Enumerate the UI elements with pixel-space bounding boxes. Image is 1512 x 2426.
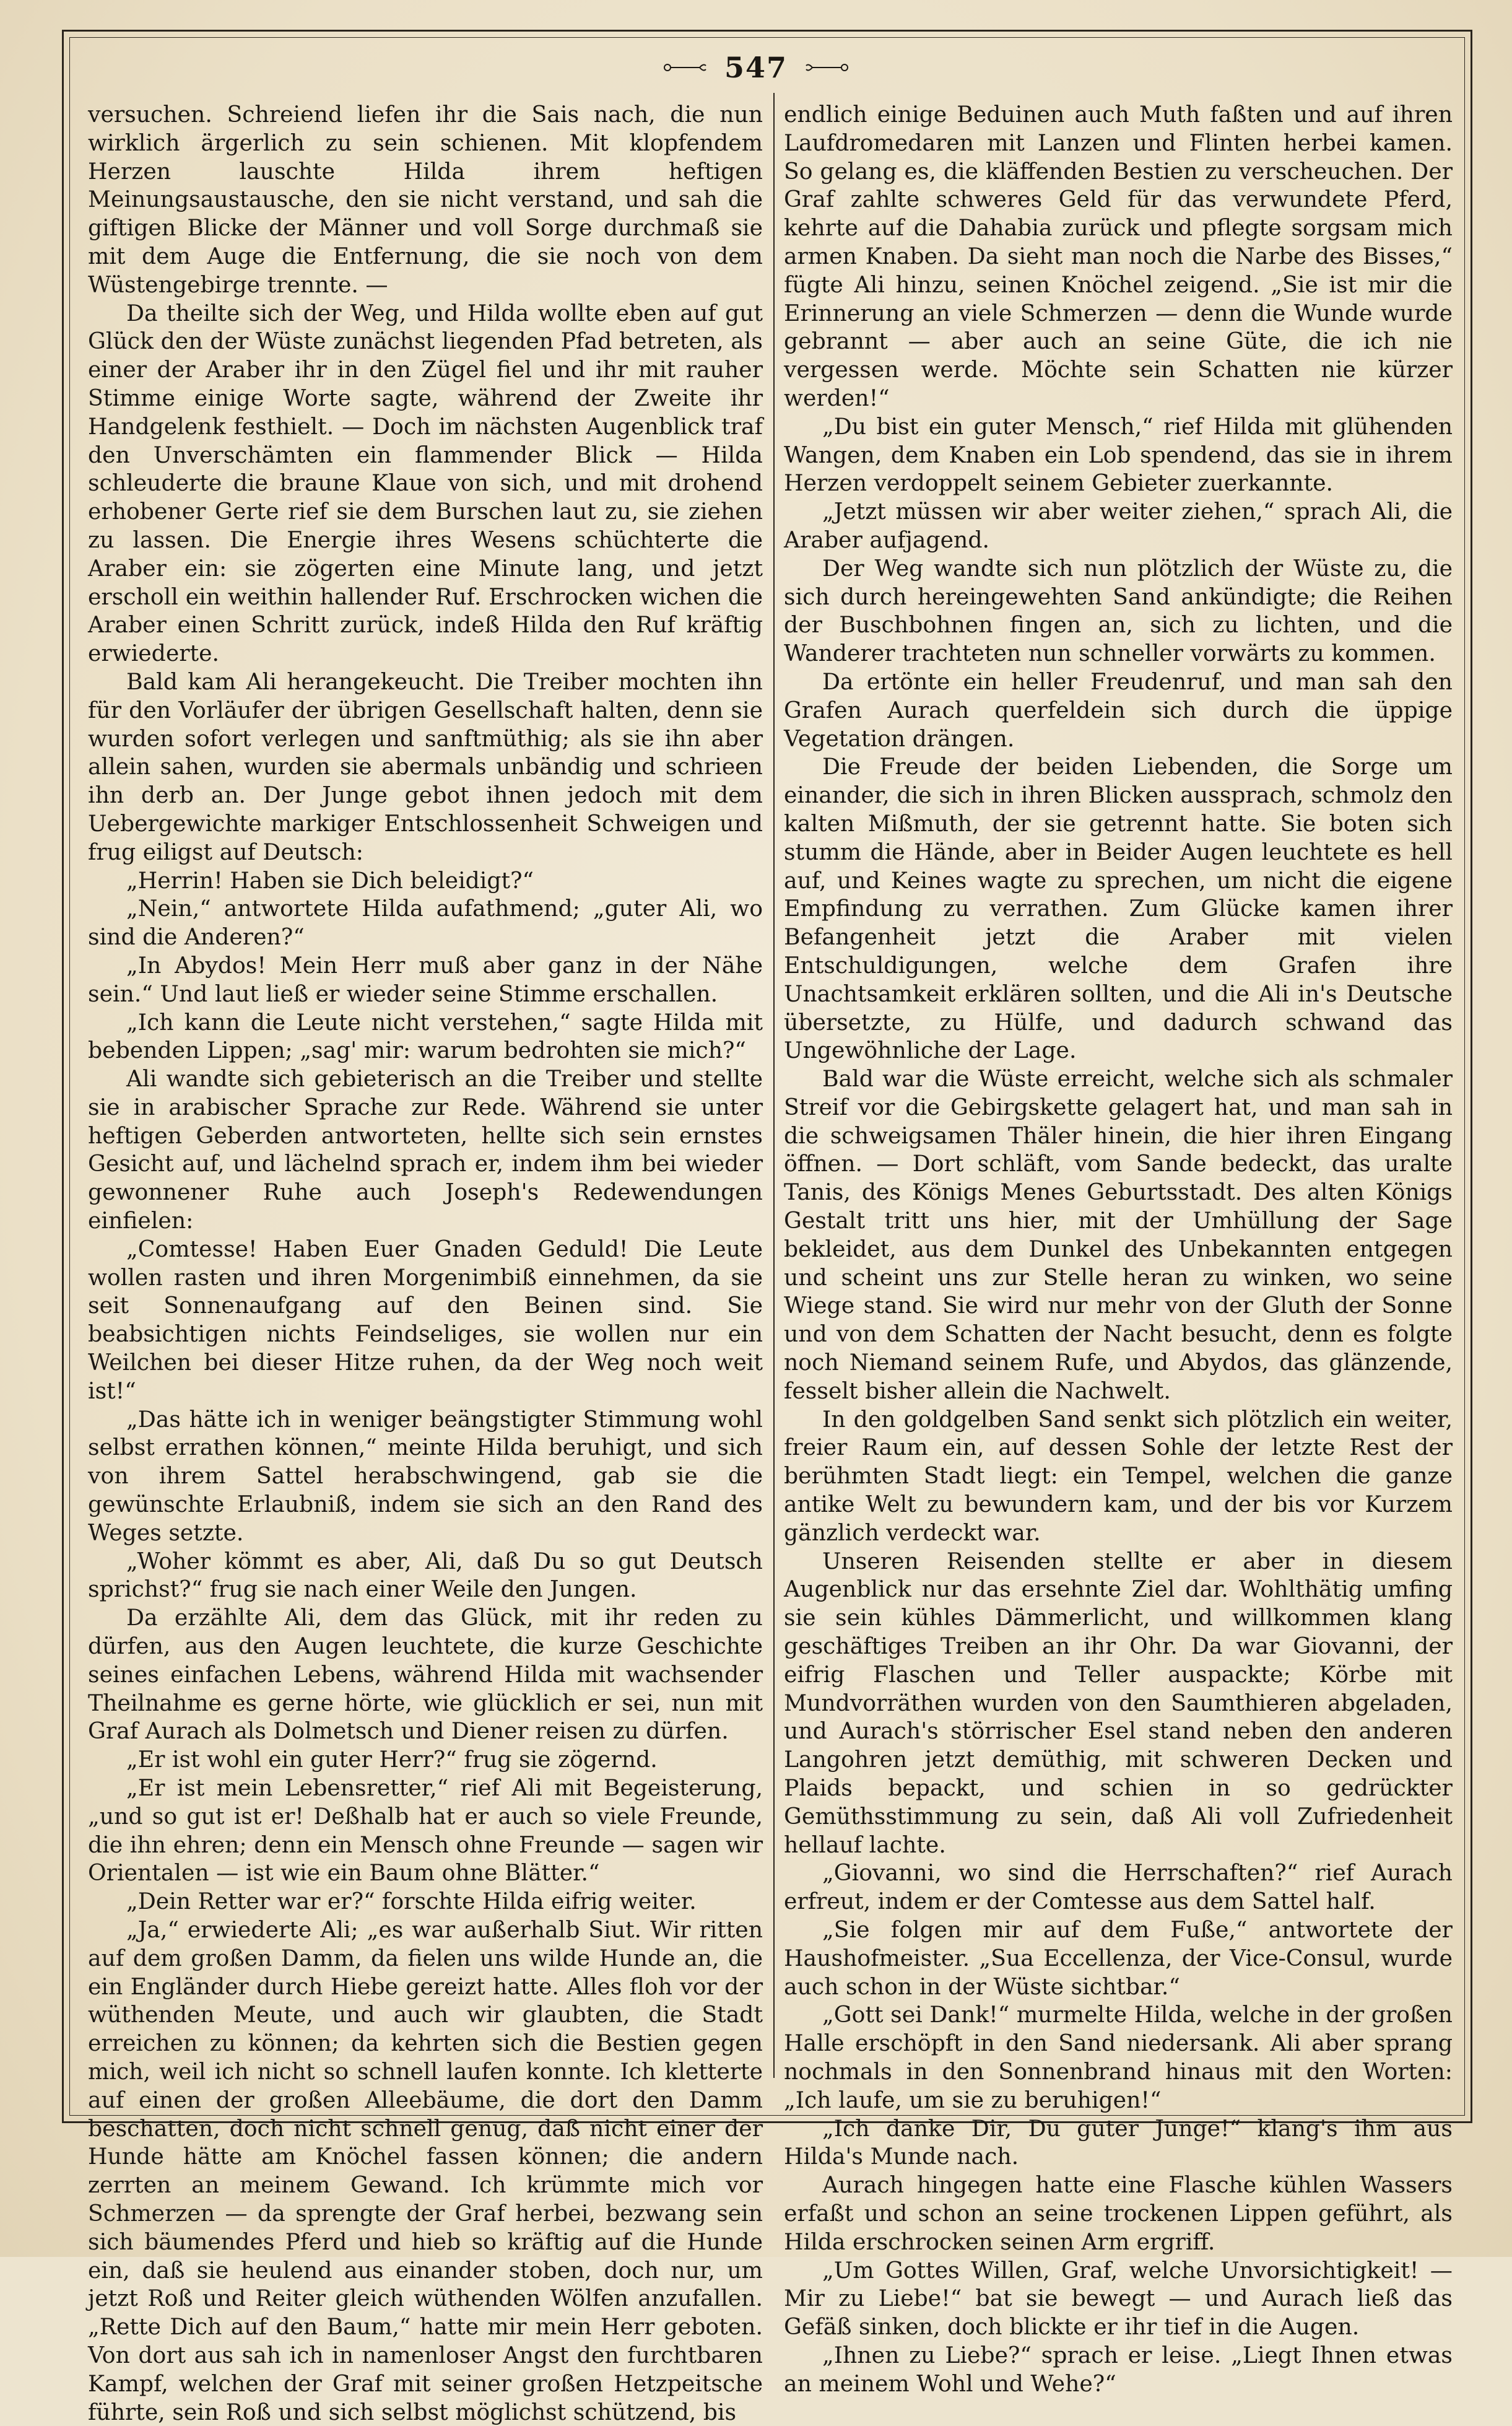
paragraph: Bald war die Wüste erreicht, welche sich als schmaler Streif vor die Gebirgskette gelagert hat, und man sah in die schweigsamen Thäler hinein, die hier ihren Eingang öffnen. — Dort schläft, vom Sande bedeckt, das uralte Tanis, des Königs Menes Geburtsstadt. Des alten Königs Gestalt tritt uns hier, mit der Umhüllung der Sage bekleidet, aus dem Dunkel des Unbekannten entgegen und scheint uns zur Stelle heran zu winken, wo seine Wiege stand. Sie wird nur mehr von der Gluth der Sonne und von dem Schatten der Nacht besucht, denn es folgte noch Niemand seinem Rufe, und Abydos, das glänzende, fesselt bisher allein die Nachwelt. xyxy=(784,1065,1453,1404)
paragraph: versuchen. Schreiend liefen ihr die Sais nach, die nun wirklich ärgerlich zu sein schienen. Mit klopfendem Herzen lauschte Hilda ihrem heftigen Meinungsaustausche, den sie nicht verstand, und sah die giftigen Blicke der Männer und voll Sorge durchmaß sie mit dem Auge die Entfernung, die sie noch von dem Wüstengebirge trennte. — xyxy=(88,101,763,298)
paragraph: Ali wandte sich gebieterisch an die Treiber und stellte sie in arabischer Sprache zur Rede. Während sie unter heftigen Geberden antworteten, hellte sich sein ernstes Gesicht auf, und lächelnd sprach er, indem ihm bei wieder gewonnener Ruhe auch Joseph's Redewendungen einfielen: xyxy=(88,1065,763,1234)
paragraph: Aurach hingegen hatte eine Flasche kühlen Wassers erfaßt und schon an seine trockenen Lippen geführt, als Hilda erschrocken seinen Arm ergriff. xyxy=(784,2171,1453,2255)
paragraph: „Du bist ein guter Mensch,“ rief Hilda mit glühenden Wangen, dem Knaben ein Lob spendend, das sie in ihrem Herzen verdoppelt seinem Gebieter zuerkannte. xyxy=(784,412,1453,497)
paragraph: „Ich danke Dir, Du guter Junge!“ klang's ihm aus Hilda's Munde nach. xyxy=(784,2114,1453,2170)
paragraph: Da theilte sich der Weg, und Hilda wollte eben auf gut Glück den der Wüste zunächst liegenden Pfad betreten, als einer der Araber ihr in den Zügel fiel und ihr mit rauher Stimme einige Worte sagte, während der Zweite ihr Handgelenk festhielt. — Doch im nächsten Augenblick traf den Unverschämten ein flammender Blick — Hilda schleuderte die braune Klaue von sich, und mit drohend erhobener Gerte rief sie dem Burschen laut zu, sie ziehen zu lassen. Die Energie ihres Wesens schüchterte die Araber ein: sie zögerten eine Minute lang, und jetzt erscholl ein weithin hallender Ruf. Erschrocken wichen die Araber einen Schritt zurück, indeß Hilda den Ruf kräftig erwiederte. xyxy=(88,299,763,667)
paragraph: „Giovanni, wo sind die Herrschaften?“ rief Aurach erfreut, indem er der Comtesse aus dem Sattel half. xyxy=(784,1859,1453,1915)
paragraph: „Comtesse! Haben Euer Gnaden Geduld! Die Leute wollen rasten und ihren Morgenimbiß einnehmen, da sie seit Sonnenaufgang auf den Beinen sind. Sie beabsichtigen nichts Feindseliges, sie wollen nur ein Weilchen bei dieser Hitze ruhen, da der Weg noch weit ist!“ xyxy=(88,1235,763,1404)
left-column xyxy=(88,100,763,2425)
paragraph: „Um Gottes Willen, Graf, welche Unvorsichtigkeit! — Mir zu Liebe!“ bat sie bewegt — und Aurach ließ das Gefäß sinken, doch blickte er ihr tief in die Augen. xyxy=(784,2256,1453,2341)
paragraph: In den goldgelben Sand senkt sich plötzlich ein weiter, freier Raum ein, auf dessen Sohle der letzte Rest der berühmten Stadt liegt: ein Tempel, welchen die ganze antike Welt zu bewundern kam, und der bis vor Kurzem gänzlich verdeckt war. xyxy=(784,1405,1453,1546)
paragraph: „Nein,“ antwortete Hilda aufathmend; „guter Ali, wo sind die Anderen?“ xyxy=(88,895,763,951)
paragraph: Die Freude der beiden Liebenden, die Sorge um einander, die sich in ihren Blicken aussprach, schmolz den kalten Mißmuth, der sie getrennt hatte. Sie boten sich stumm die Hände, aber in Beider Augen leuchtete es hell auf, und Keines wagte zu sprechen, um nicht die eigene Empfindung zu verrathen. Zum Glücke kamen ihrer Befangenheit jetzt die Araber mit vielen Entschuldigungen, welche dem Grafen ihre Unachtsamkeit erklären sollten, und die Ali in's Deutsche übersetzte, zu Hülfe, und dadurch schwand das Ungewöhnliche der Lage. xyxy=(784,753,1453,1064)
paragraph: „In Abydos! Mein Herr muß aber ganz in der Nähe sein.“ Und laut ließ er wieder seine Stimme erschallen. xyxy=(88,951,763,1007)
paragraph: „Das hätte ich in weniger beängstigter Stimmung wohl selbst errathen können,“ meinte Hilda beruhigt, und sich von ihrem Sattel herabschwingend, gab sie die gewünschte Erlaubniß, indem sie sich an den Rand des Weges setzte. xyxy=(88,1405,763,1546)
paragraph: „Herrin! Haben sie Dich beleidigt?“ xyxy=(126,866,534,894)
paragraph: endlich einige Beduinen auch Muth faßten und auf ihren Laufdromedaren mit Lanzen und Flinten herbei kamen. So gelang es, die kläffenden Bestien zu verscheuchen. Der Graf zahlte schweres Geld für das verwundete Pferd, kehrte auf die Dahabia zurück und pflegte sorgsam mich armen Knaben. Da sieht man noch die Narbe des Bisses,“ fügte Ali hinzu, seinen Knöchel zeigend. „Sie ist mir die Erinnerung an viele Schmerzen — denn die Wunde wurde gebrannt — aber auch an seine Güte, die ich nie vergessen werde. Möchte sein Schatten nie kürzer werden!“ xyxy=(784,101,1453,411)
paragraph: Bald kam Ali herangekeucht. Die Treiber mochten ihn für den Vorläufer der übrigen Gesellschaft halten, denn sie wurden sofort verlegen und sanftmüthig; als sie ihn aber allein sahen, wurden sie abermals unbändig und schrieen ihn derb an. Der Junge gebot ihnen jedoch mit dem Uebergewichte markiger Entschlossenheit Schweigen und frug eiligst auf Deutsch: xyxy=(88,668,763,865)
right-column xyxy=(784,100,1453,2397)
paragraph: „Er ist mein Lebensretter,“ rief Ali mit Begeisterung, „und so gut ist er! Deßhalb hat er auch so viele Freunde, die ihn ehren; denn ein Mensch ohne Freunde — sagen wir Orientalen — ist wie ein Baum ohne Blätter.“ xyxy=(88,1774,763,1887)
paragraph: „Jetzt müssen wir aber weiter ziehen,“ sprach Ali, die Araber aufjagend. xyxy=(784,498,1453,553)
paragraph: „Sie folgen mir auf dem Fuße,“ antwortete der Haushofmeister. „Sua Eccellenza, der Vice-Consul, wurde auch schon in der Wüste sichtbar.“ xyxy=(784,1916,1453,2000)
paragraph: „Ihnen zu Liebe?“ sprach er leise. „Liegt Ihnen etwas an meinem Wohl und Wehe?“ xyxy=(784,2341,1453,2397)
paragraph: „Gott sei Dank!“ murmelte Hilda, welche in der großen Halle erschöpft in den Sand niedersank. Ali aber sprang nochmals in den Sonnenbrand hinaus mit den Worten: „Ich laufe, um sie zu beruhigen!“ xyxy=(784,2001,1453,2113)
paragraph: Da erzählte Ali, dem das Glück, mit ihr reden zu dürfen, aus den Augen leuchtete, die kurze Geschichte seines einfachen Lebens, während Hilda mit wachsender Theilnahme es gerne hörte, wie glücklich er sei, nun mit Graf Aurach als Dolmetsch und Diener reisen zu dürfen. xyxy=(88,1604,763,1745)
paragraph: „Er ist wohl ein guter Herr?“ frug sie zögernd. xyxy=(126,1746,658,1773)
paragraph: „Ja,“ erwiederte Ali; „es war außerhalb Siut. Wir ritten auf dem großen Damm, da fielen uns wilde Hunde an, die ein Engländer durch Hiebe gereizt hatte. Alles floh vor der wüthenden Meute, und auch wir glaubten, die Stadt erreichen zu können; da kehrten sich die Bestien gegen mich, weil ich nicht so schnell laufen konnte. Ich kletterte auf einen der großen Alleebäume, die dort den Damm beschatten, doch nicht schnell genug, daß nicht einer der Hunde hätte am Knöchel fassen können; die andern zerrten an meinem Gewand. Ich krümmte mich vor Schmerzen — da sprengte der Graf herbei, bezwang sein sich bäumendes Pferd und hieb so kräftig auf die Hunde ein, daß sie heulend aus einander stoben, doch nur, um jetzt Roß und Reiter gleich wüthenden Wölfen anzufallen. „Rette Dich auf den Baum,“ hatte mir mein Herr geboten. Von dort aus sah ich in namenloser Angst den furchtbaren Kampf, welchen der Graf mit seiner großen Hetzpeitsche führte, sein Roß und sich selbst möglichst schützend, bis xyxy=(88,1916,763,2425)
paragraph: „Woher kömmt es aber, Ali, daß Du so gut Deutsch sprichst?“ frug sie nach einer Weile den Jungen. xyxy=(88,1547,763,1603)
page-number: 547 xyxy=(724,51,788,84)
column-divider xyxy=(773,93,775,2078)
paragraph: Unseren Reisenden stellte er aber in diesem Augenblick nur das ersehnte Ziel dar. Wohlthätig umfing sie sein kühles Dämmerlicht, und willkommen klang geschäftiges Treiben an ihr Ohr. Da war Giovanni, der eifrig Flaschen und Teller auspackte; Körbe mit Mundvorräthen wurden von den Saumthieren abgeladen, und Aurach's störrischer Esel stand neben den anderen Langohren jetzt demüthig, mit schweren Decken und Plaids bepackt, und schien in so gedrückter Gemüthsstimmung zu sein, daß Ali voll Zufriedenheit hellauf lachte. xyxy=(784,1547,1453,1858)
paragraph: „Ich kann die Leute nicht verstehen,“ sagte Hilda mit bebenden Lippen; „sag' mir: warum bedrohten sie mich?“ xyxy=(88,1008,763,1064)
ornament-left-icon xyxy=(663,61,708,74)
paragraph: „Dein Retter war er?“ forschte Hilda eifrig weiter. xyxy=(126,1888,697,1915)
paragraph: Da ertönte ein heller Freudenruf, und man sah den Grafen Aurach querfeldein sich durch die üppige Vegetation drängen. xyxy=(784,668,1453,752)
paragraph: Der Weg wandte sich nun plötzlich der Wüste zu, die sich durch hereingewehten Sand ankündigte; die Reihen der Buschbohnen fingen an, sich zu lichten, und die Wanderer trachteten nun schneller vorwärts zu kommen. xyxy=(784,554,1453,667)
page-header xyxy=(0,46,1512,89)
ornament-right-icon xyxy=(804,61,849,74)
